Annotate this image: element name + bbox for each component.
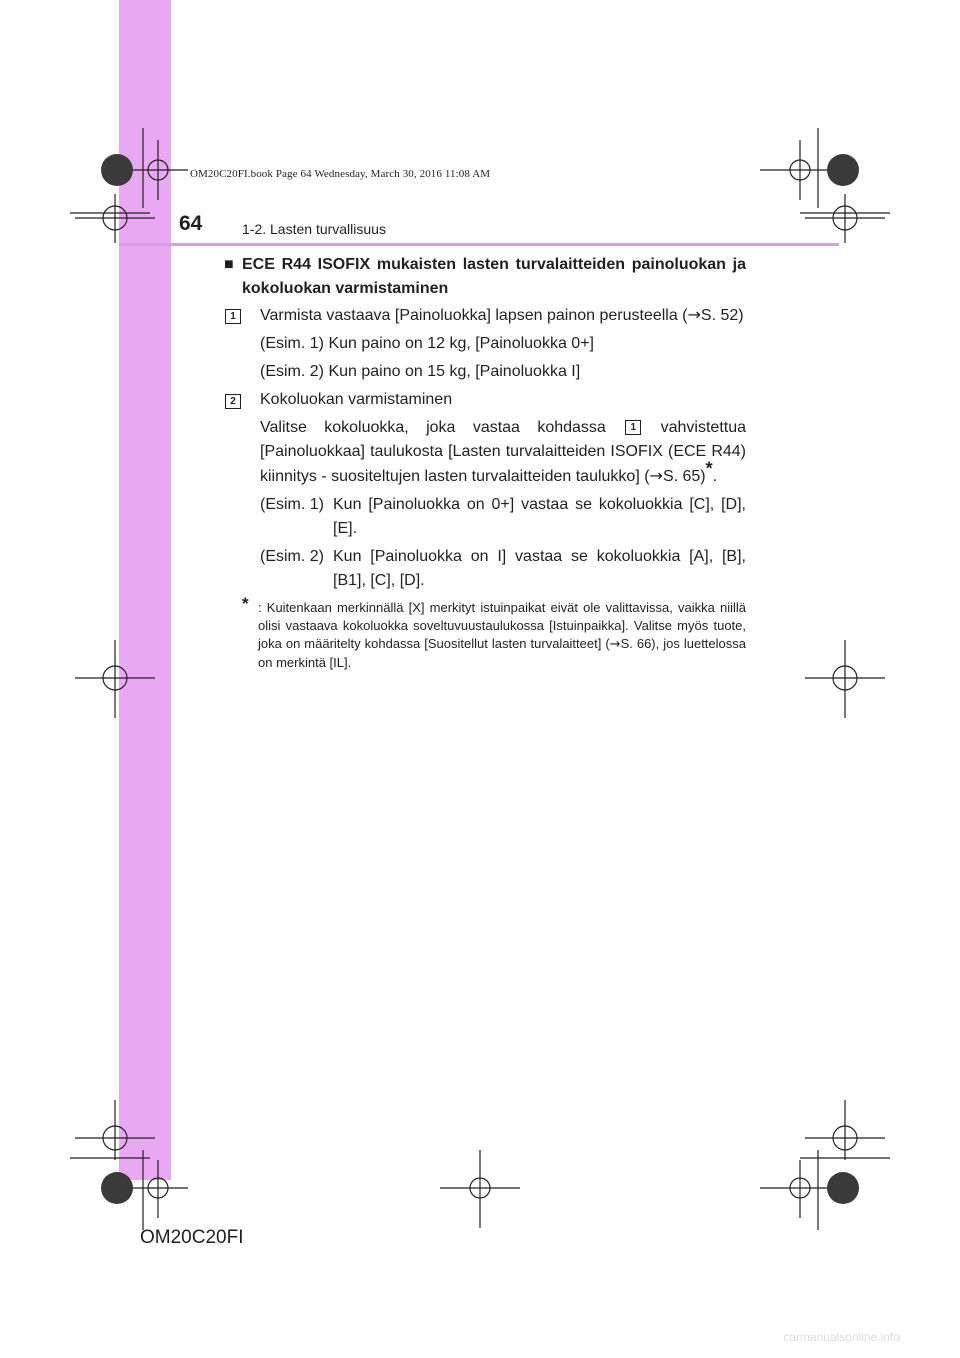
example-label: (Esim. 1) [260,496,324,513]
page-content [224,253,747,672]
arrow-right-icon: → [649,466,663,485]
footnote: * : Kuitenkaan merkinnällä [X] merkityt istuinpaikat eivät ole valittavissa, vaikka niillä olisi vastaava kokoluokka soveltuvuustaulukossa [Istuinpaikka]. Valitse myös tuote, joka on määritelty kohdassa [Suositellut lasten turvalaitteet] (→S. 66), jos luettelossa on merkintä [IL]. [242,594,746,670]
step-text: Valitse kokoluokka, joka vastaa kohdassa 1 vahvistettua [Painoluokkaa] taulukosta [Lasten turvalaitteiden ISOFIX (ECE R44) kiinnitys - suositeltujen lasten turvalaitteiden taulukko] (→S. 65)*. [260,419,747,485]
example-label: (Esim. 2) [260,548,324,565]
header-rule [119,243,839,246]
example-line: (Esim. 1) Kun [Painoluokka on 0+] vastaa se kokoluokkia [C], [D], [E]. [260,493,746,541]
step-2 [228,388,746,593]
example-line: (Esim. 1) Kun paino on 12 kg, [Painoluokka 0+] [260,335,594,352]
step-text: Varmista vastaava [Painoluokka] lapsen painon perusteella (→S. 52) [260,305,744,324]
section-label: 1-2. Lasten turvallisuus [242,221,386,237]
step-title: Kokoluokan varmistaminen [260,391,453,408]
heading-text: ECE R44 ISOFIX mukaisten lasten turvalaitteiden painoluokan ja kokoluokan varmistaminen [242,256,746,297]
footnote-star: * [705,458,713,479]
section-heading [224,253,746,301]
watermark: carmanualsonline.info [783,1330,900,1344]
step-badge: 2 [225,394,241,409]
arrow-right-icon: → [609,637,621,652]
example-line: (Esim. 2) Kun [Painoluokka on I] vastaa se kokoluokkia [A], [B], [B1], [C], [D]. [260,545,746,593]
arrow-right-icon: → [687,305,701,324]
step-1 [228,303,746,384]
example-line: (Esim. 2) Kun paino on 15 kg, [Painoluokka I] [260,363,581,380]
page-number: 64 [179,212,203,235]
footnote-star: * [242,594,249,613]
square-bullet-icon: ■ [224,256,234,273]
step-badge: 1 [225,309,241,324]
footer-code: OM20C20FI [140,1227,244,1248]
book-meta-line: OM20C20FI.book Page 64 Wednesday, March 30, 2016 11:08 AM [190,168,491,180]
step-ref-badge: 1 [625,420,641,435]
